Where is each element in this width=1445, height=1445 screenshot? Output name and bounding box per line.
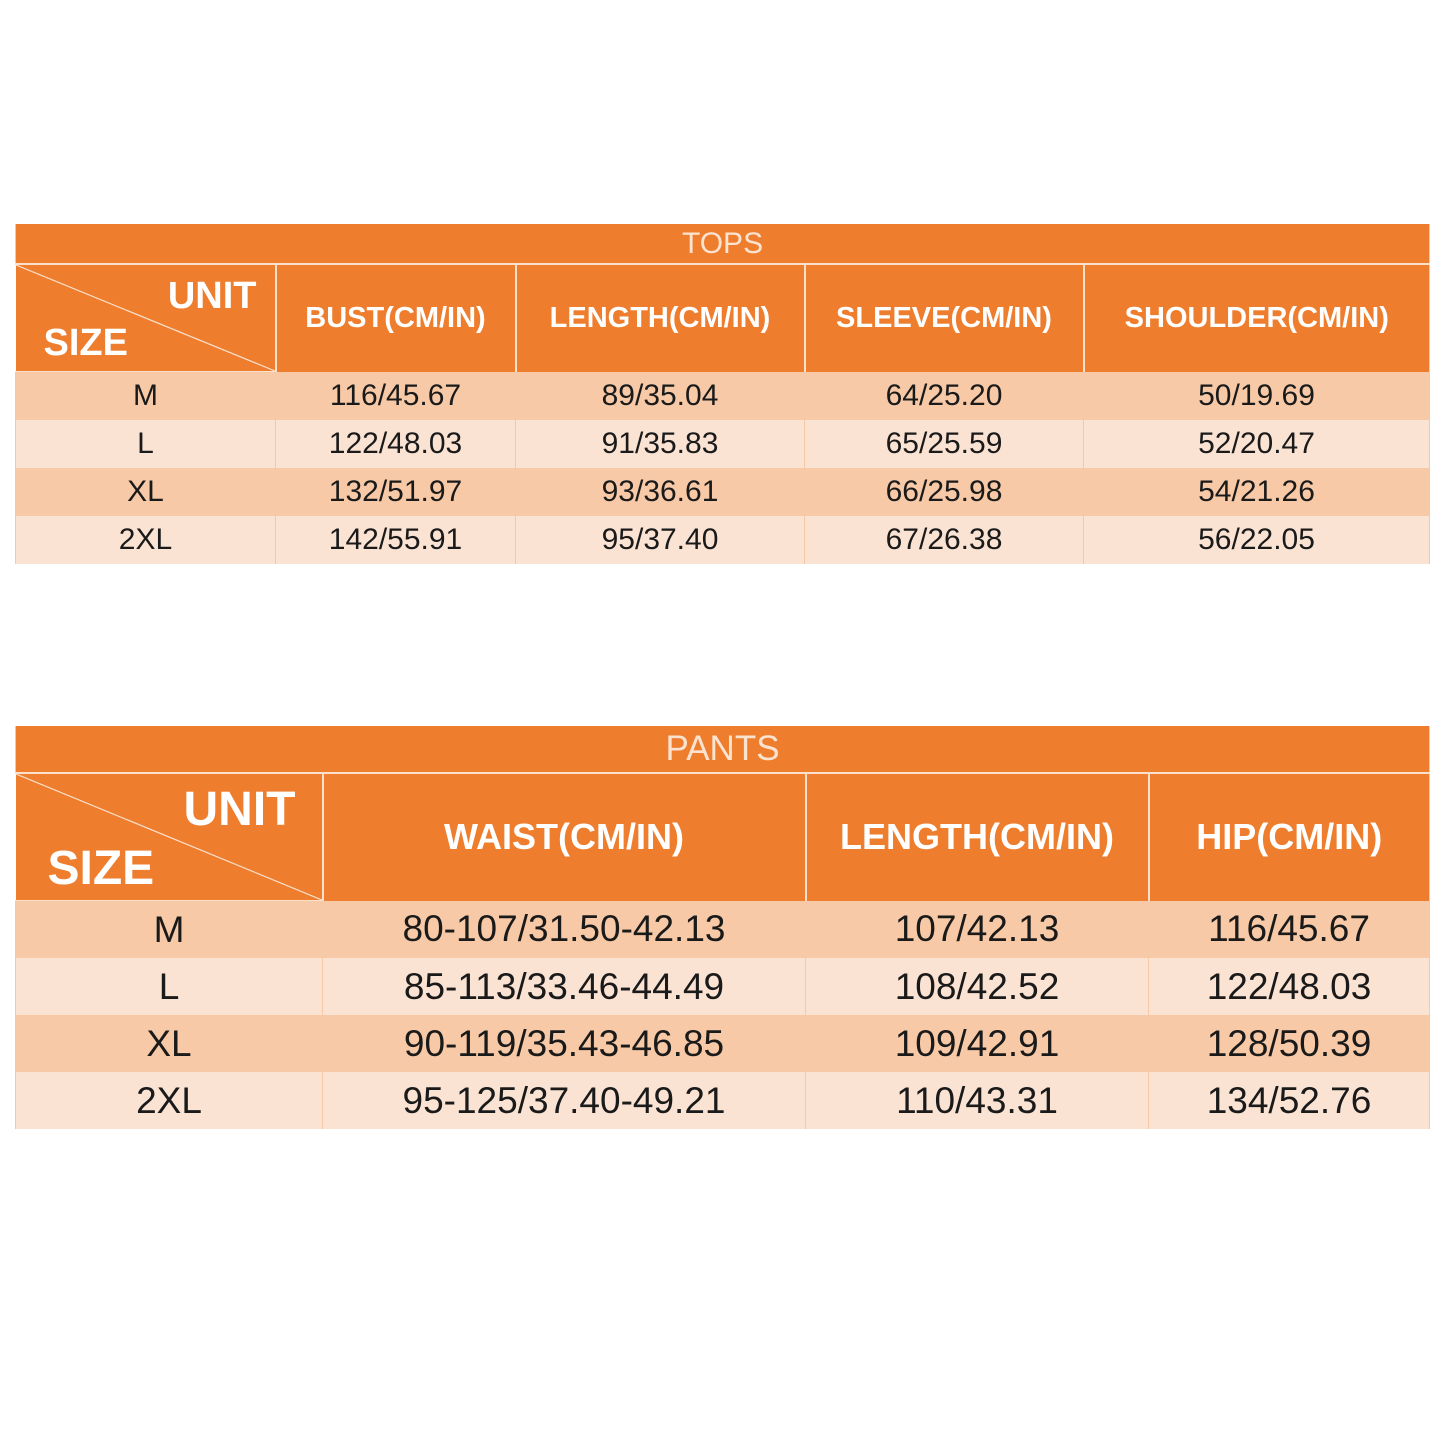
length-cell: 109/42.91: [806, 1015, 1149, 1072]
size-cell: 2XL: [16, 1072, 323, 1129]
tops-size-table: [15, 224, 1430, 564]
pants-size-table: [15, 726, 1430, 1129]
length-cell: 107/42.13: [806, 901, 1149, 959]
column-header-sleeve: SLEEVE(CM/IN): [805, 264, 1084, 372]
length-cell: 89/35.04: [516, 372, 805, 421]
size-cell: 2XL: [16, 516, 276, 564]
bust-cell: 116/45.67: [276, 372, 516, 421]
column-header-waist: WAIST(CM/IN): [323, 773, 806, 901]
corner-unit-label: UNIT: [183, 783, 296, 836]
table-row: [16, 901, 1430, 959]
sleeve-cell: 66/25.98: [805, 468, 1084, 516]
bust-cell: 132/51.97: [276, 468, 516, 516]
corner-size-label: SIZE: [43, 322, 128, 364]
tops-corner-cell: [16, 264, 276, 372]
column-header-length: LENGTH(CM/IN): [806, 773, 1149, 901]
shoulder-cell: 56/22.05: [1084, 516, 1430, 564]
pants-title-row: [16, 726, 1430, 773]
size-cell: L: [16, 420, 276, 468]
pants-header-row: [16, 773, 1430, 901]
column-header-bust: BUST(CM/IN): [276, 264, 516, 372]
column-header-shoulder: SHOULDER(CM/IN): [1084, 264, 1430, 372]
pants-corner-cell: [16, 773, 323, 901]
table-row: [16, 516, 1430, 564]
corner-size-label: SIZE: [47, 842, 155, 895]
table-row: [16, 1072, 1430, 1129]
table-row: [16, 372, 1430, 421]
waist-cell: 85-113/33.46-44.49: [323, 958, 806, 1015]
size-cell: M: [16, 372, 276, 421]
shoulder-cell: 52/20.47: [1084, 420, 1430, 468]
shoulder-cell: 54/21.26: [1084, 468, 1430, 516]
shoulder-cell: 50/19.69: [1084, 372, 1430, 421]
table-row: [16, 420, 1430, 468]
table-row: [16, 1015, 1430, 1072]
length-cell: 108/42.52: [806, 958, 1149, 1015]
column-header-hip: HIP(CM/IN): [1149, 773, 1430, 901]
bust-cell: 122/48.03: [276, 420, 516, 468]
tops-title-row: [16, 224, 1430, 264]
waist-cell: 90-119/35.43-46.85: [323, 1015, 806, 1072]
column-header-length: LENGTH(CM/IN): [516, 264, 805, 372]
sleeve-cell: 64/25.20: [805, 372, 1084, 421]
corner-unit-label: UNIT: [167, 275, 257, 317]
sleeve-cell: 65/25.59: [805, 420, 1084, 468]
size-cell: L: [16, 958, 323, 1015]
tops-title: TOPS: [16, 224, 1430, 264]
tops-header-row: [16, 264, 1430, 372]
waist-cell: 80-107/31.50-42.13: [323, 901, 806, 959]
hip-cell: 134/52.76: [1149, 1072, 1430, 1129]
length-cell: 95/37.40: [516, 516, 805, 564]
hip-cell: 122/48.03: [1149, 958, 1430, 1015]
length-cell: 91/35.83: [516, 420, 805, 468]
size-cell: XL: [16, 1015, 323, 1072]
bust-cell: 142/55.91: [276, 516, 516, 564]
sleeve-cell: 67/26.38: [805, 516, 1084, 564]
length-cell: 93/36.61: [516, 468, 805, 516]
table-row: [16, 958, 1430, 1015]
hip-cell: 116/45.67: [1149, 901, 1430, 959]
length-cell: 110/43.31: [806, 1072, 1149, 1129]
table-row: [16, 468, 1430, 516]
hip-cell: 128/50.39: [1149, 1015, 1430, 1072]
waist-cell: 95-125/37.40-49.21: [323, 1072, 806, 1129]
pants-title: PANTS: [16, 726, 1430, 773]
size-cell: XL: [16, 468, 276, 516]
size-cell: M: [16, 901, 323, 959]
